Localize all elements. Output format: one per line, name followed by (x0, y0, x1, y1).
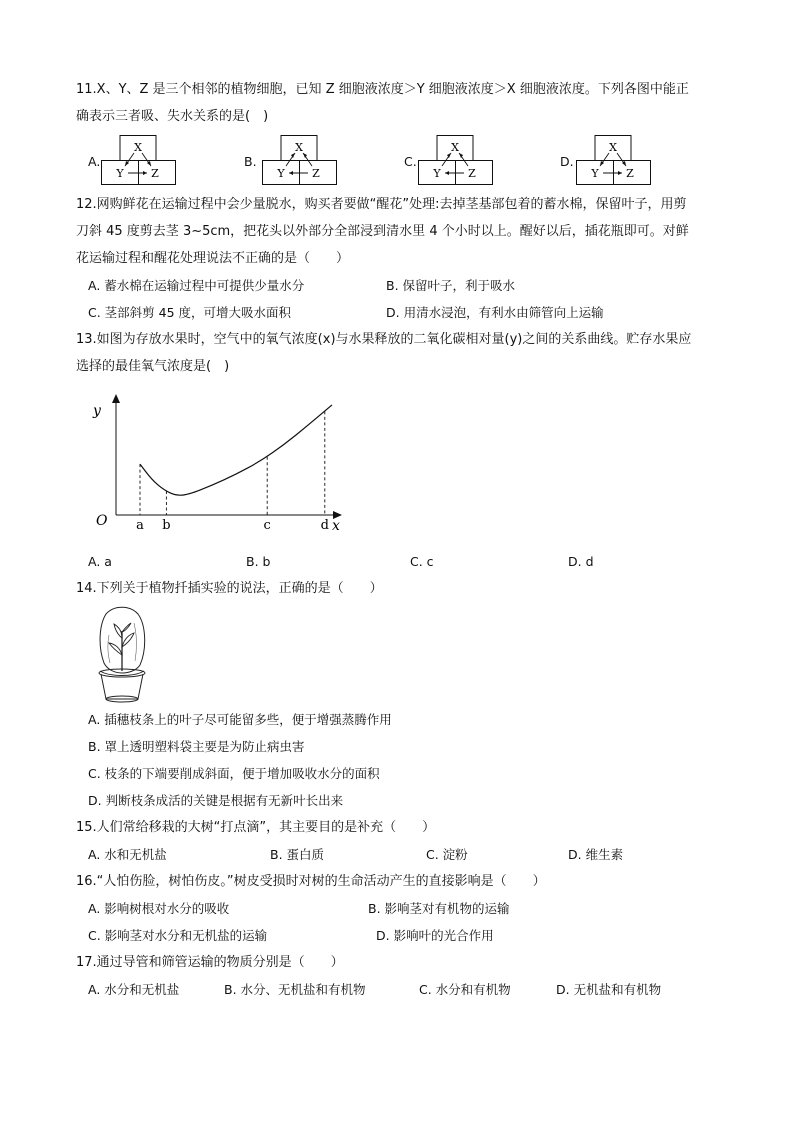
q12-stem-line1: 12.网购鲜花在运输过程中会少量脱水，购买者要做“醒花”处理:去掉茎基部包着的蓄水棉，保留叶子，用剪 (76, 197, 687, 212)
x-tick-label-c: c (263, 518, 271, 533)
q17-option-d: D. 无机盐和有机物 (556, 982, 662, 997)
q12-option-c: C. 茎部斜剪 45 度，可增大吸水面积 (88, 305, 292, 320)
y-axis-label: y (93, 403, 101, 419)
q11-option-b-label: B. (244, 154, 257, 169)
cell-z-label: Z (468, 167, 476, 180)
q16-stem-line1: 16.“人怕伤脸，树怕伤皮。”树皮受损时对树的生命活动产生的直接影响是（ ） (76, 874, 546, 889)
cell-z-label: Z (151, 167, 159, 180)
q17-stem-line1: 17.通过导管和筛管运输的物质分别是（ ） (76, 955, 344, 970)
q15-option-b: B. 蛋白质 (270, 847, 325, 862)
cell-z-label: Z (312, 167, 320, 180)
q16-option-c: C. 影响茎对水分和无机盐的运输 (88, 928, 268, 943)
q16-option-b: B. 影响茎对有机物的运输 (368, 901, 510, 916)
q13-stem-line1: 13.如图为存放水果时，空气中的氧气浓度(x)与水果释放的二氧化碳相对量(y)之间的关系曲线。贮存水果应 (76, 332, 692, 347)
q16-option-a: A. 影响树根对水分的吸收 (88, 901, 230, 916)
q12-option-a: A. 蓄水棉在运输过程中可提供少量水分 (88, 278, 305, 293)
q11-option-d-label: D. (560, 154, 574, 169)
q15-stem-line1: 15.人们常给移栽的大树“打点滴”，其主要目的是补充（ ） (76, 820, 436, 835)
q13-option-b: B. b (246, 554, 271, 569)
q15-option-a: A. 水和无机盐 (88, 847, 167, 862)
q17-option-b: B. 水分、无机盐和有机物 (224, 982, 366, 997)
q14-option-c: C. 枝条的下端要削成斜面，便于增加吸收水分的面积 (88, 766, 380, 781)
q12-stem-line3: 花运输过程和醒花处理说法不正确的是（ ） (76, 251, 350, 266)
co2-release-curve (140, 405, 332, 495)
q13-option-c: C. c (410, 554, 434, 569)
q11-option-a-diagram (101, 135, 177, 185)
cell-y-label: Y (591, 167, 599, 180)
q11-option-c-diagram (418, 135, 494, 185)
x-tick-label-b: b (162, 518, 171, 533)
q12-option-d: D. 用清水浸泡，有利水由筛管向上运输 (386, 305, 604, 320)
q14-option-b: B. 罩上透明塑料袋主要是为防止病虫害 (88, 739, 305, 754)
q15-option-c: C. 淀粉 (426, 847, 468, 862)
x-axis-label: x (332, 518, 340, 534)
q11-option-b-diagram (262, 135, 338, 185)
q11-stem-line1: 11.X、Y、Z 是三个相邻的植物细胞，已知 Z 细胞液浓度＞Y 细胞液浓度＞X 细胞液浓度。下列各图中能正 (76, 82, 689, 97)
cell-y-label: Y (433, 167, 441, 180)
q17-option-a: A. 水分和无机盐 (88, 982, 180, 997)
q11-option-c-label: C. (404, 154, 417, 169)
q13-option-a: A. a (88, 554, 112, 569)
x-tick-label-a: a (136, 518, 144, 533)
q11-option-a-label: A. (88, 154, 101, 169)
cell-x-label: X (295, 141, 303, 154)
cell-y-label: Y (116, 167, 124, 180)
q17-option-c: C. 水分和有机物 (419, 982, 511, 997)
cell-y-label: Y (277, 167, 285, 180)
q12-option-b: B. 保留叶子，利于吸水 (386, 278, 516, 293)
q14-stem-line1: 14.下列关于植物扦插实验的说法，正确的是（ ） (76, 581, 383, 596)
q16-option-d: D. 影响叶的光合作用 (376, 928, 494, 943)
origin-label: O (96, 513, 108, 529)
cell-x-label: X (609, 141, 617, 154)
q13-stem-line2: 选择的最佳氧气浓度是( ) (76, 359, 230, 374)
cell-z-label: Z (626, 167, 634, 180)
q13-option-d: D. d (568, 554, 594, 569)
q13-chart (88, 390, 348, 538)
cell-x-label: X (134, 141, 142, 154)
q12-stem-line2: 刀斜 45 度剪去茎 3~5cm，把花头以外部分全部浸到清水里 4 个小时以上。醒好以后，插花瓶即可。对鲜 (76, 224, 689, 239)
q14-option-d: D. 判断枝条成活的关键是根据有无新叶长出来 (88, 793, 344, 808)
q11-option-d-diagram (576, 135, 652, 185)
q15-option-d: D. 维生素 (568, 847, 624, 862)
cell-x-label: X (451, 141, 459, 154)
x-tick-label-d: d (320, 518, 329, 533)
q14-option-a: A. 插穗枝条上的叶子尽可能留多些，便于增强蒸腾作用 (88, 712, 392, 727)
q14-cutting-in-bag-illustration (94, 605, 150, 703)
q11-stem-line2: 确表示三者吸、失水关系的是( ) (76, 109, 269, 124)
